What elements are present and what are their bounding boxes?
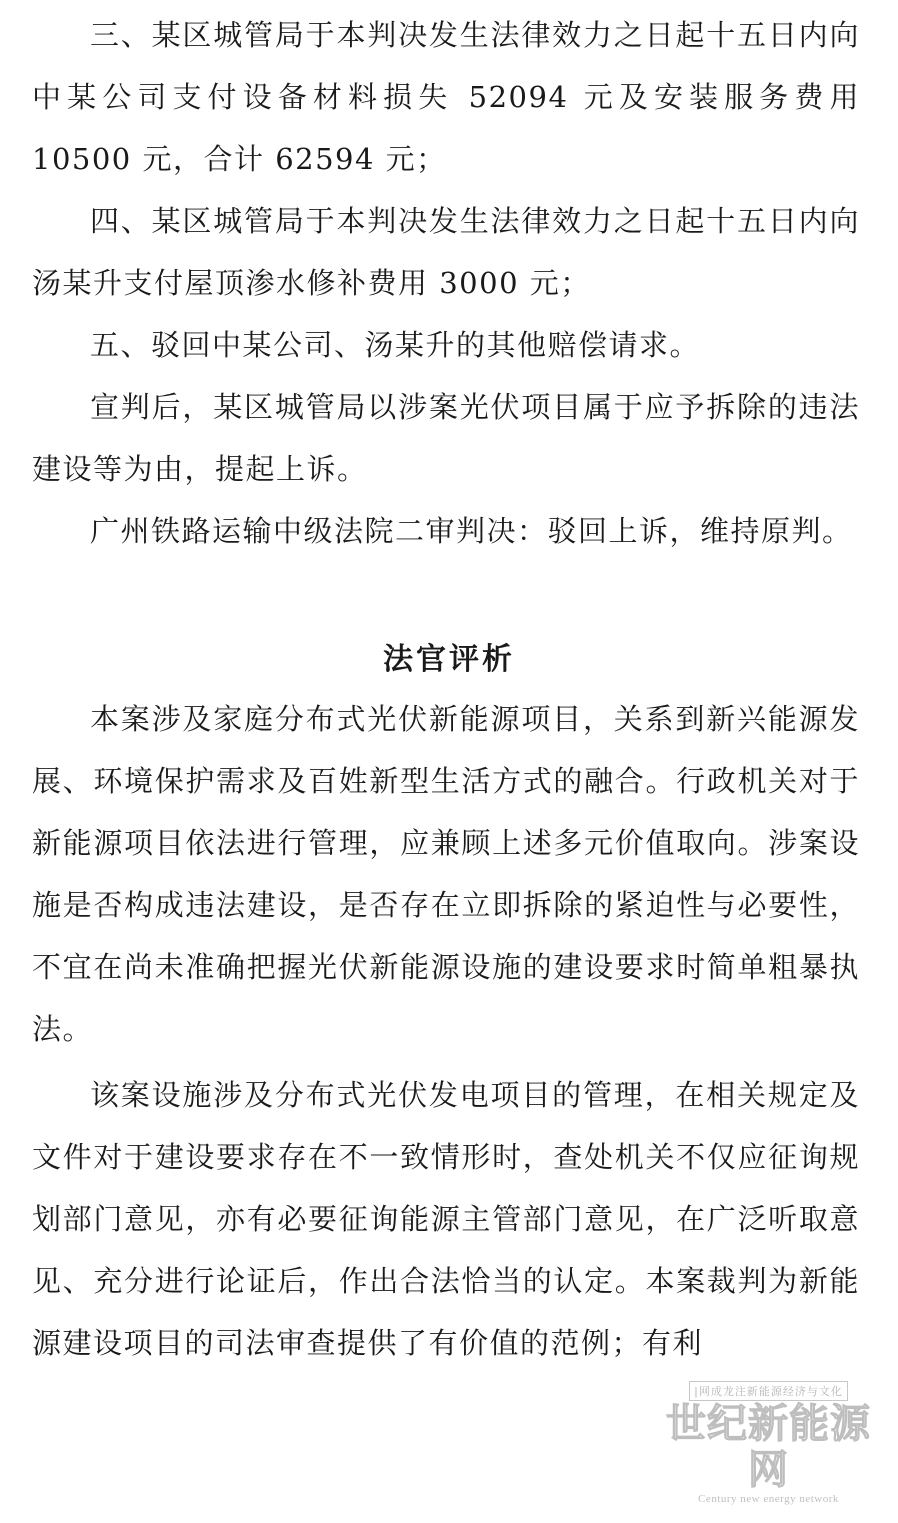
- watermark-english-name: Century new energy network: [698, 1493, 839, 1505]
- paragraph-second-instance: 广州铁路运输中级法院二审判决：驳回上诉，维持原判。: [90, 514, 853, 548]
- paragraph-commentary-1: 本案涉及家庭分布式光伏新能源项目，关系到新兴能源发展、环境保护需求及百姓新型生活方式的融合。行政机关对于新能源项目依法进行管理，应兼顾上述多元价值取向。涉案设施是否构成违法建设，是否存在立即拆除的紧迫性与必要性，不宜在尚未准确把握光伏新能源设施的建设要求时简单粗暴执法。: [32, 702, 860, 1046]
- site-watermark: [661, 1380, 876, 1505]
- paragraph-judgment-item-5: 五、驳回中某公司、汤某升的其他赔偿请求。: [90, 328, 701, 362]
- watermark-logo: 世纪新能源网: [666, 1401, 871, 1493]
- paragraph-judgment-item-4: 四、某区城管局于本判决发生法律效力之日起十五日内向汤某升支付屋顶渗水修补费用 3000 元；: [32, 204, 860, 300]
- paragraph-commentary-2: 该案设施涉及分布式光伏发电项目的管理，在相关规定及文件对于建设要求存在不一致情形时，查处机关不仅应征询规划部门意见，亦有必要征询能源主管部门意见，在广泛听取意见、充分进行论证后，作出合法恰当的认定。本案裁判为新能源建设项目的司法审查提供了有价值的范例；有利: [32, 1078, 860, 1360]
- paragraph-judgment-item-3: 三、某区城管局于本判决发生法律效力之日起十五日内向中某公司支付设备材料损失 52094 元及安装服务费用 10500 元，合计 62594 元；: [32, 18, 860, 176]
- section-heading: 法官评析: [383, 642, 515, 677]
- watermark-slogan: |网成龙注新能源经济与文化: [689, 1381, 848, 1401]
- paragraph-appeal: 宣判后，某区城管局以涉案光伏项目属于应予拆除的违法建设等为由，提起上诉。: [32, 390, 860, 486]
